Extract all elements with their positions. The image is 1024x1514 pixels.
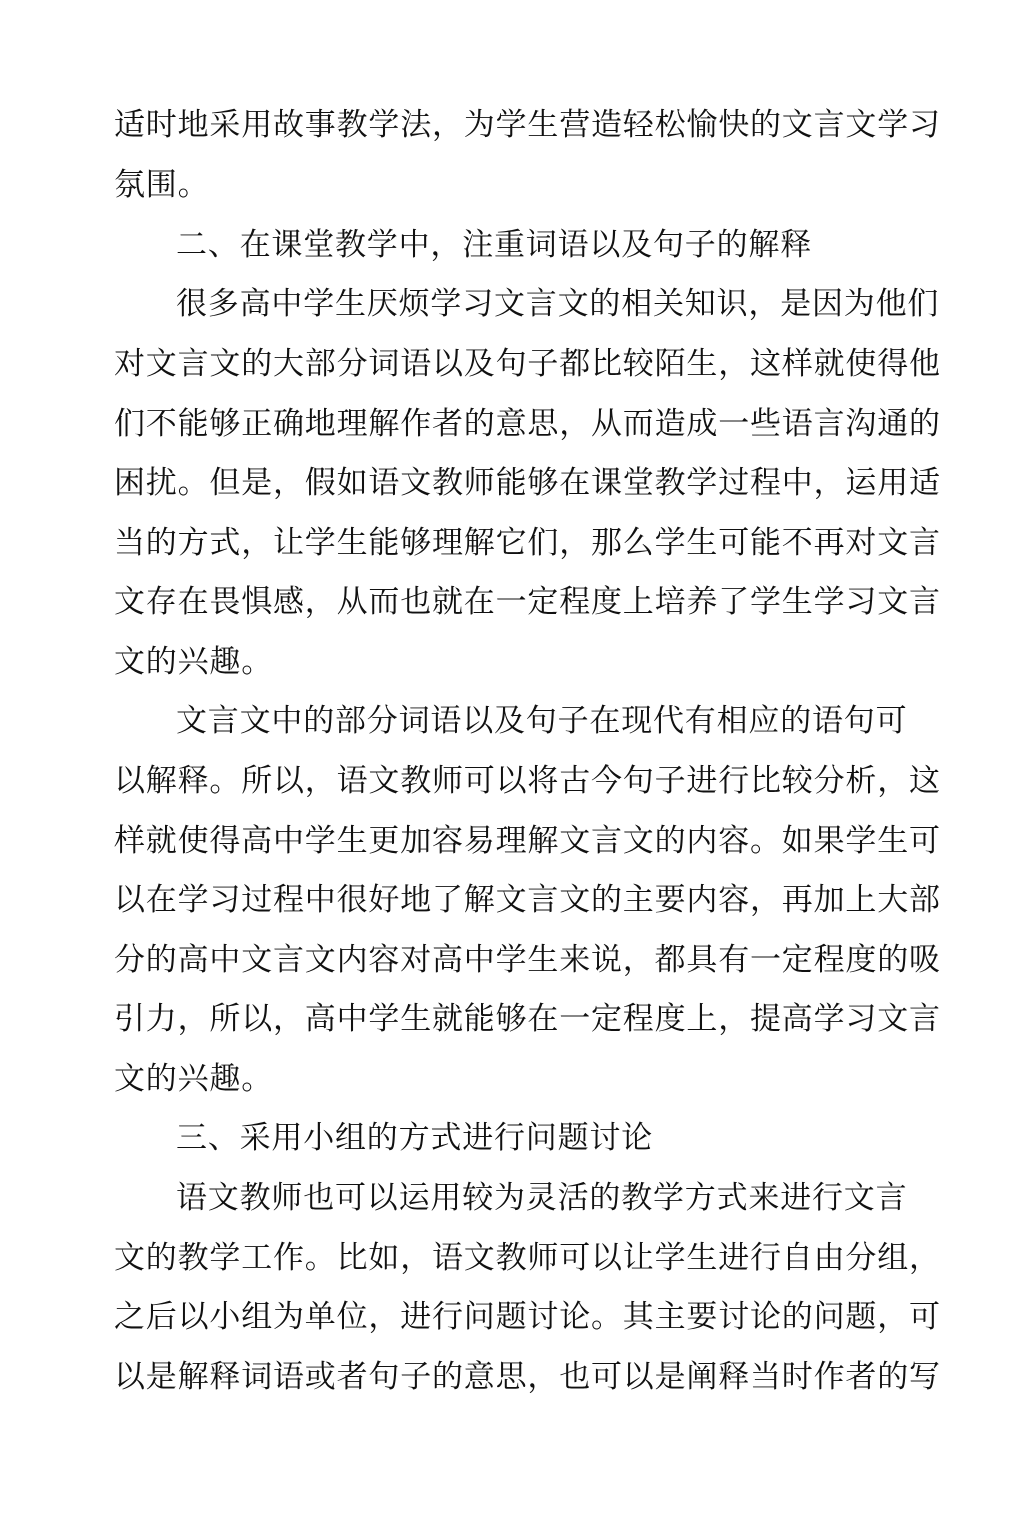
text-line: 文的兴趣。	[114, 644, 273, 680]
text-line: 以是解释词语或者句子的意思，也可以是阐释当时作者的写	[114, 1359, 941, 1395]
text-line: 样就使得高中学生更加容易理解文言文的内容。如果学生可	[114, 823, 941, 859]
text-line: 分的高中文言文内容对高中学生来说，都具有一定程度的吸	[114, 942, 941, 978]
text-line: 引力，所以，高中学生就能够在一定程度上，提高学习文言	[114, 1001, 941, 1037]
text-line: 当的方式，让学生能够理解它们，那么学生可能不再对文言	[114, 525, 941, 561]
text-line: 文的教学工作。比如，语文教师可以让学生进行自由分组，	[114, 1240, 941, 1276]
text-line: 们不能够正确地理解作者的意思，从而造成一些语言沟通的	[114, 406, 941, 442]
text-line: 适时地采用故事教学法，为学生营造轻松愉快的文言文学习	[114, 107, 941, 143]
text-line: 对文言文的大部分词语以及句子都比较陌生，这样就使得他	[114, 346, 941, 382]
text-line: 文存在畏惧感，从而也就在一定程度上培养了学生学习文言	[114, 584, 941, 620]
text-line: 以解释。所以，语文教师可以将古今句子进行比较分析，这	[114, 763, 941, 799]
text-line: 文言文中的部分词语以及句子在现代有相应的语句可	[176, 703, 908, 739]
section-heading: 二、在课堂教学中，注重词语以及句子的解释	[176, 227, 812, 263]
section-heading: 三、采用小组的方式进行问题讨论	[176, 1120, 653, 1156]
text-line: 语文教师也可以运用较为灵活的教学方式来进行文言	[176, 1180, 908, 1216]
text-line: 氛围。	[114, 167, 210, 203]
text-line: 之后以小组为单位，进行问题讨论。其主要讨论的问题，可	[114, 1299, 941, 1335]
text-line: 很多高中学生厌烦学习文言文的相关知识，是因为他们	[176, 286, 940, 322]
text-line: 困扰。但是，假如语文教师能够在课堂教学过程中，运用适	[114, 465, 941, 501]
text-line: 以在学习过程中很好地了解文言文的主要内容，再加上大部	[114, 882, 941, 918]
text-line: 文的兴趣。	[114, 1061, 273, 1097]
